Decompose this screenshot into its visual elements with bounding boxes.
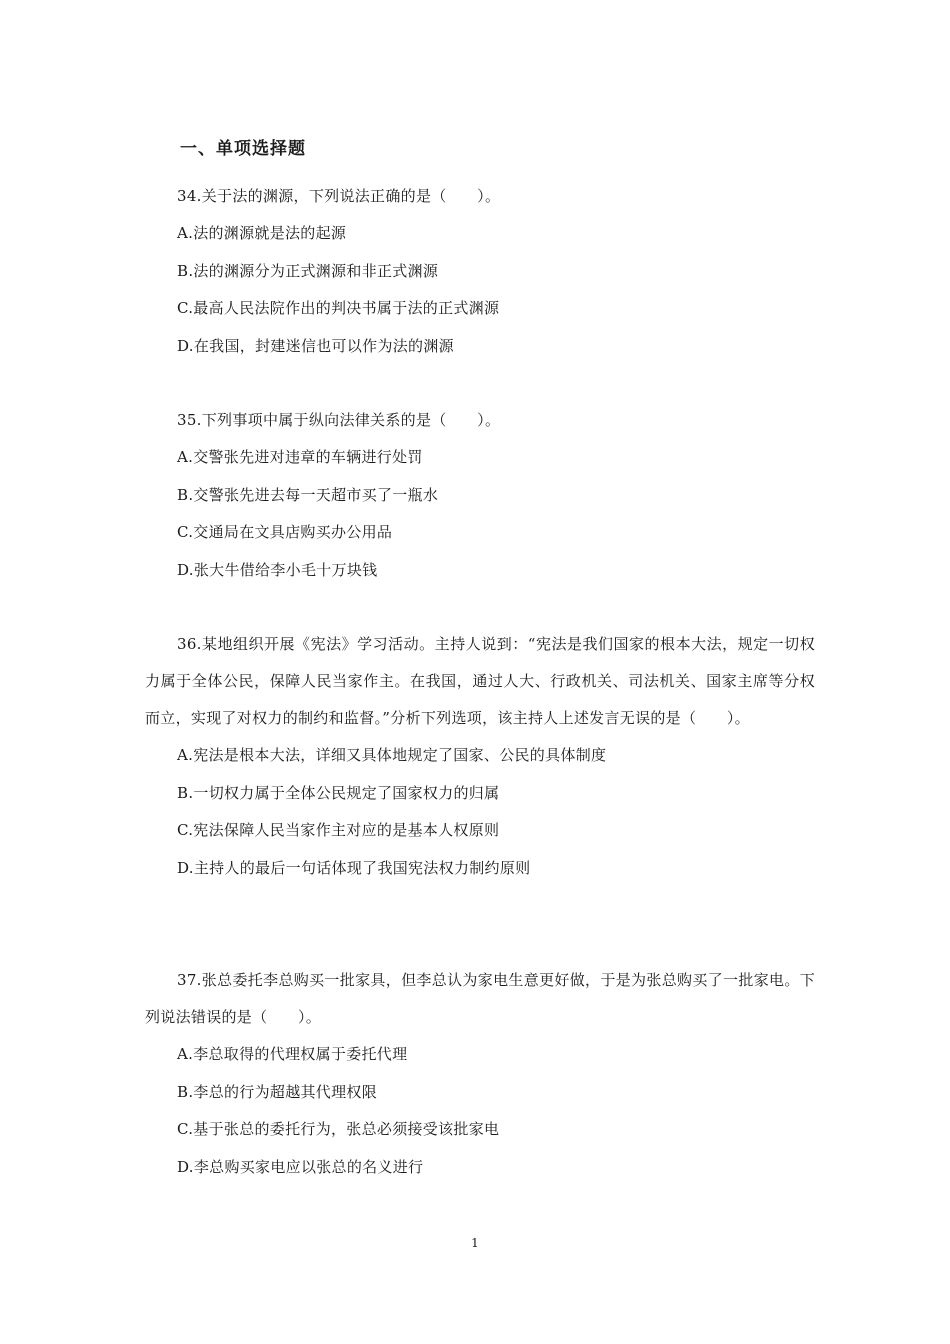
- option-d: D.主持人的最后一句话体现了我国宪法权力制约原则: [177, 858, 531, 877]
- section-title: 一、单项选择题: [180, 139, 306, 159]
- question-35: [145, 402, 815, 589]
- question-stem: 34.关于法的渊源，下列说法正确的是（ ）。: [177, 187, 501, 205]
- option-a: A.交警张先进对违章的车辆进行处罚: [177, 448, 423, 466]
- option-d: D.张大牛借给李小毛十万块钱: [177, 560, 378, 579]
- question-stem: 35.下列事项中属于纵向法律关系的是（ ）。: [177, 411, 501, 429]
- option-d: D.在我国，封建迷信也可以作为法的渊源: [177, 336, 454, 355]
- question-37: [145, 962, 815, 1186]
- option-b: B.一切权力属于全体公民规定了国家权力的归属: [177, 783, 500, 802]
- option-a: A.宪法是根本大法，详细又具体地规定了国家、公民的具体制度: [177, 746, 607, 764]
- question-stem: 37.张总委托李总购买一批家具，但李总认为家电生意更好做，于是为张总购买了一批家电。下列说法错误的是（ ）。: [145, 971, 815, 1026]
- option-a: A.法的渊源就是法的起源: [177, 224, 347, 242]
- question-stem: 36.某地组织开展《宪法》学习活动。主持人说到：“宪法是我们国家的根本大法，规定一切权力属于全体公民，保障人民当家作主。在我国，通过人大、行政机关、司法机关、国家主席等分权而立，实现了对权力的制约和监督。”分析下列选项，该主持人上述发言无误的是（ ）。: [145, 635, 815, 727]
- option-b: B.李总的行为超越其代理权限: [177, 1082, 377, 1101]
- option-c: C.交通局在文具店购买办公用品: [177, 523, 393, 541]
- option-b: B.交警张先进去每一天超市买了一瓶水: [177, 485, 439, 504]
- option-c: C.最高人民法院作出的判决书属于法的正式渊源: [177, 299, 500, 317]
- option-c: C.宪法保障人民当家作主对应的是基本人权原则: [177, 821, 500, 839]
- option-a: A.李总取得的代理权属于委托代理: [177, 1045, 408, 1063]
- question-34: [145, 178, 815, 365]
- question-36: [145, 626, 815, 887]
- option-b: B.法的渊源分为正式渊源和非正式渊源: [177, 261, 439, 280]
- option-d: D.李总购买家电应以张总的名义进行: [177, 1157, 424, 1176]
- option-c: C.基于张总的委托行为，张总必须接受该批家电: [177, 1120, 500, 1138]
- page-number: 1: [471, 1236, 479, 1250]
